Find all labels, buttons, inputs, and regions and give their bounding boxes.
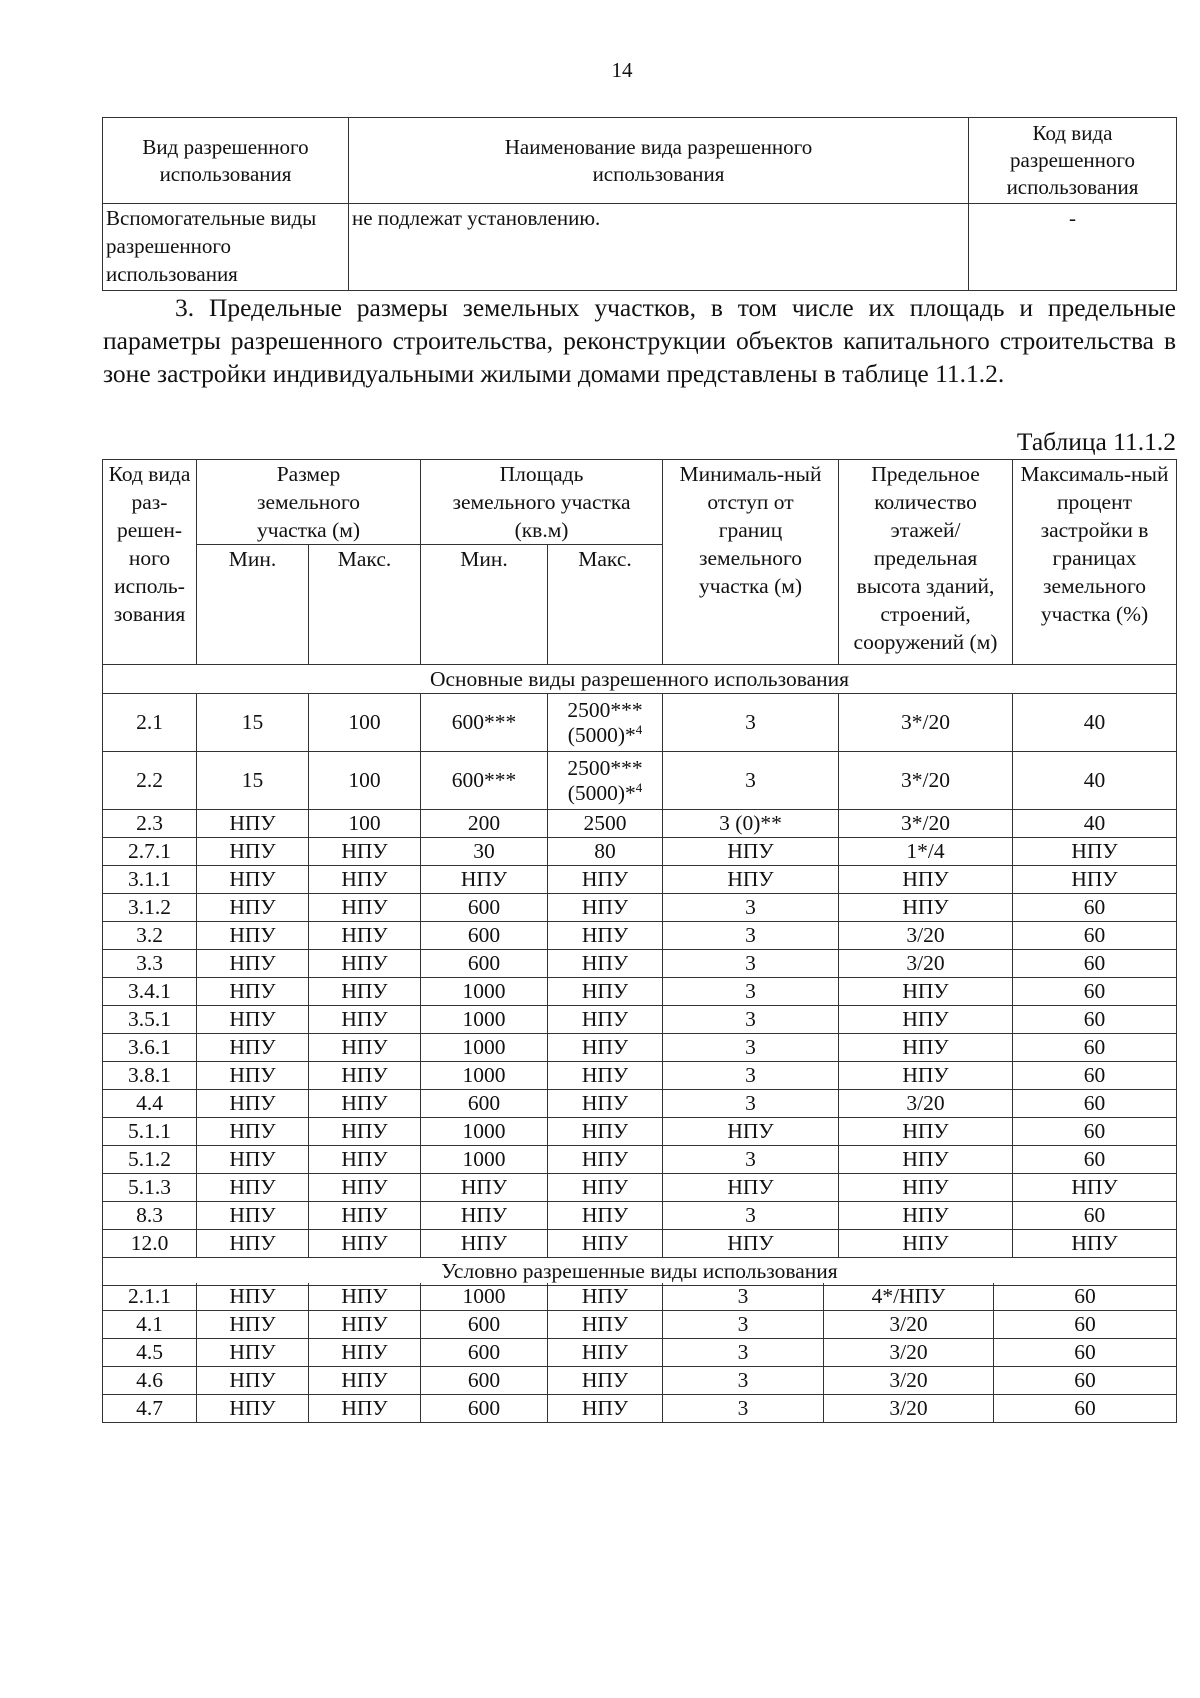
table-row [103,1062,1177,1090]
table-row [103,1006,1177,1034]
cell-size-max: НПУ [309,1283,421,1311]
cell-floors: 4*/НПУ [824,1283,994,1311]
table-row [103,1146,1177,1174]
cell-size-min: НПУ [197,1090,309,1118]
cell-area-max-value: (5000)* [567,722,636,747]
cell-size-max: НПУ [309,866,421,894]
cell-code: 12.0 [103,1230,197,1258]
cell-size-max: НПУ [309,922,421,950]
cell-floors: 3*/20 [839,752,1013,810]
cell-area-min: 1000 [421,1006,548,1034]
table2-header [103,460,1177,665]
header-area-max: Макс. [548,545,663,665]
table-row [103,866,1177,894]
cell-size-min: НПУ [197,1174,309,1202]
cell-floors: 3/20 [839,950,1013,978]
cell-floors: НПУ [839,1034,1013,1062]
header-coverage: Максималь-ный процент застройки в границах земельного участка (%) [1013,460,1177,665]
cell-setback: 3 [663,894,839,922]
cell-area-max-value: (5000)* [567,780,636,805]
cell-size-max: НПУ [309,894,421,922]
section-row-conditional [103,1258,1177,1286]
table-row [103,1395,1177,1423]
section-row-main [103,665,1177,694]
cell-setback: 3 [663,1395,824,1423]
cell-area-max: НПУ [548,1339,663,1367]
cell-code: 2.7.1 [103,838,197,866]
cell-size-min: НПУ [197,1062,309,1090]
cell-size-min: 15 [197,694,309,752]
cell-setback: НПУ [663,1118,839,1146]
table-row [103,922,1177,950]
header-code: Код вида раз-решен-ного исполь-зования [103,460,197,665]
cell-area-min: НПУ [421,1230,548,1258]
paragraph-3 [103,291,1176,390]
table-row [103,1311,1177,1339]
cell-area-min: НПУ [421,1174,548,1202]
cell-size-max: 100 [309,810,421,838]
cell-setback: 3 [663,1367,824,1395]
cell-size-max: НПУ [309,1034,421,1062]
paragraph-3-text: 3. Предельные размеры земельных участков, в том числе их площадь и предельные параметры разрешенного строительства, реконструкции объектов капитального строительства в зоне застройки индивидуальными жилыми домами представлены в таблице 11.1.2. [103,293,1176,388]
cell-area-max: НПУ [548,1174,663,1202]
table1-row-name: не подлежат установлению. [349,204,969,291]
cell-size-min: НПУ [197,1395,309,1423]
cell-code: 2.3 [103,810,197,838]
cell-area-min: 600 [421,1339,548,1367]
table-row [103,978,1177,1006]
cell-code: 3.5.1 [103,1006,197,1034]
table1-header-type: Вид разрешенного использования [103,118,349,204]
table-row [103,810,1177,838]
cell-area-max: НПУ [548,894,663,922]
cell-area-max: НПУ [548,1118,663,1146]
cell-area-max: 2500 [548,810,663,838]
cell-area-min: 600 [421,1395,548,1423]
cell-code: 4.7 [103,1395,197,1423]
cell-floors: 1*/4 [839,838,1013,866]
cell-size-max: НПУ [309,1006,421,1034]
cell-code: 4.5 [103,1339,197,1367]
cell-setback: НПУ [663,1230,839,1258]
table1-row-code: - [969,204,1177,291]
cell-size-max: НПУ [309,1230,421,1258]
table-caption: Таблица 11.1.2 [1016,427,1176,456]
cell-size-max: НПУ [309,1174,421,1202]
cell-setback: 3 [663,694,839,752]
cell-floors: НПУ [839,866,1013,894]
cell-coverage: 60 [1013,922,1177,950]
cell-floors: НПУ [839,1118,1013,1146]
cell-area-min: 600 [421,894,548,922]
header-plot-area: Площадь земельного участка (кв.м) [421,460,663,545]
table-row [103,894,1177,922]
cell-code: 3.3 [103,950,197,978]
table-row [103,1034,1177,1062]
cell-area-max: НПУ [548,1311,663,1339]
table1-header-code: Код вида разрешенного использования [969,118,1177,204]
cell-area-min: 30 [421,838,548,866]
cell-area-max: НПУ [548,1146,663,1174]
cell-coverage: НПУ [1013,1230,1177,1258]
cell-code: 2.1.1 [103,1283,197,1311]
cell-area-max: НПУ [548,1034,663,1062]
cell-coverage: 40 [1013,694,1177,752]
cell-size-min: НПУ [197,1311,309,1339]
parameters-table [102,459,1177,1286]
table2-conditional-rows [103,1283,1177,1423]
cell-area-min: 600*** [421,752,548,810]
cell-size-max: НПУ [309,1146,421,1174]
cell-area-max: НПУ [548,978,663,1006]
cell-size-max: НПУ [309,1062,421,1090]
cell-area-max: НПУ [548,1006,663,1034]
cell-coverage: 60 [994,1367,1177,1395]
cell-floors: 3/20 [839,1090,1013,1118]
cell-area-max [548,694,663,752]
cell-size-min: НПУ [197,1339,309,1367]
cell-size-min: НПУ [197,810,309,838]
cell-area-min: 1000 [421,1283,548,1311]
cell-code: 2.1 [103,694,197,752]
table-row [103,1118,1177,1146]
section-conditional-label: Условно разрешенные виды использования [103,1258,1177,1286]
cell-size-min: НПУ [197,978,309,1006]
cell-size-max: НПУ [309,1339,421,1367]
cell-setback: НПУ [663,838,839,866]
cell-size-max: НПУ [309,1202,421,1230]
cell-setback: 3 [663,1034,839,1062]
cell-area-max: НПУ [548,1230,663,1258]
cell-size-min: НПУ [197,838,309,866]
table-row [103,1202,1177,1230]
cell-setback: 3 (0)** [663,810,839,838]
cell-area-max: НПУ [548,1395,663,1423]
table1-header-row [103,118,1177,204]
cell-area-min: 200 [421,810,548,838]
table-row [103,1339,1177,1367]
table-row [103,752,1177,810]
cell-area-max: НПУ [548,1062,663,1090]
cell-floors: НПУ [839,1146,1013,1174]
cell-setback: 3 [663,978,839,1006]
section-main-label: Основные виды разрешенного использования [103,665,1177,694]
cell-code: 3.8.1 [103,1062,197,1090]
cell-coverage: 60 [1013,1090,1177,1118]
cell-coverage: 40 [1013,810,1177,838]
cell-size-max: НПУ [309,950,421,978]
cell-area-min: 600*** [421,694,548,752]
cell-coverage: НПУ [1013,1174,1177,1202]
cell-code: 3.1.1 [103,866,197,894]
cell-size-max: 100 [309,752,421,810]
cell-setback: 3 [663,1062,839,1090]
cell-area-max: НПУ [548,922,663,950]
cell-floors: НПУ [839,978,1013,1006]
cell-size-min: НПУ [197,894,309,922]
cell-setback: 3 [663,1006,839,1034]
cell-area-min: НПУ [421,1202,548,1230]
cell-size-max: НПУ [309,838,421,866]
table-row [103,1174,1177,1202]
table-row [103,950,1177,978]
cell-coverage: 60 [1013,950,1177,978]
cell-area-min: 600 [421,922,548,950]
cell-floors: 3*/20 [839,810,1013,838]
cell-area-min: 600 [421,1090,548,1118]
cell-area-max: НПУ [548,1367,663,1395]
cell-coverage: 60 [1013,1146,1177,1174]
cell-size-max: НПУ [309,1311,421,1339]
cell-area-max: НПУ [548,866,663,894]
cell-code: 4.6 [103,1367,197,1395]
cell-area-min: 1000 [421,978,548,1006]
cell-size-min: НПУ [197,1006,309,1034]
table-row [103,1283,1177,1311]
cell-coverage: 60 [1013,1006,1177,1034]
cell-size-min: НПУ [197,1367,309,1395]
cell-coverage: 60 [1013,894,1177,922]
cell-code: 2.2 [103,752,197,810]
cell-coverage: 60 [1013,1118,1177,1146]
cell-code: 8.3 [103,1202,197,1230]
cell-setback: НПУ [663,1174,839,1202]
cell-area-max: НПУ [548,1202,663,1230]
conditional-table [102,1283,1177,1423]
cell-code: 5.1.3 [103,1174,197,1202]
cell-area-max: 80 [548,838,663,866]
cell-coverage: 60 [1013,1202,1177,1230]
footnote-marker: 4 [635,721,643,737]
cell-area-max-line1: 2500*** [567,697,643,722]
cell-floors: 3*/20 [839,694,1013,752]
cell-floors: 3/20 [824,1367,994,1395]
cell-area-min: 600 [421,950,548,978]
cell-size-min: НПУ [197,1283,309,1311]
cell-floors: 3/20 [839,922,1013,950]
cell-area-min: 1000 [421,1118,548,1146]
cell-size-min: НПУ [197,922,309,950]
cell-setback: НПУ [663,866,839,894]
cell-code: 3.1.2 [103,894,197,922]
cell-setback: 3 [663,1339,824,1367]
cell-coverage: 60 [1013,978,1177,1006]
cell-floors: НПУ [839,1202,1013,1230]
cell-code: 4.1 [103,1311,197,1339]
cell-area-min: 600 [421,1311,548,1339]
cell-size-min: НПУ [197,1118,309,1146]
cell-coverage: НПУ [1013,838,1177,866]
cell-code: 3.2 [103,922,197,950]
cell-setback: 3 [663,1090,839,1118]
cell-coverage: 60 [994,1311,1177,1339]
table-row [103,838,1177,866]
table-row [103,1367,1177,1395]
cell-coverage: 60 [994,1339,1177,1367]
cell-size-min: НПУ [197,1146,309,1174]
cell-coverage: НПУ [1013,866,1177,894]
cell-size-max: НПУ [309,1367,421,1395]
cell-size-min: 15 [197,752,309,810]
cell-floors: 3/20 [824,1311,994,1339]
cell-size-max: НПУ [309,1118,421,1146]
header-setback: Минималь-ный отступ от границ земельного участка (м) [663,460,839,665]
cell-area-max: НПУ [548,1283,663,1311]
cell-setback: 3 [663,950,839,978]
cell-setback: 3 [663,1202,839,1230]
cell-code: 5.1.1 [103,1118,197,1146]
cell-coverage: 60 [994,1395,1177,1423]
cell-size-min: НПУ [197,1202,309,1230]
header-plot-size: Размер земельного участка (м) [197,460,421,545]
table1-row-type: Вспомогательные виды разрешенного использования [103,204,349,291]
cell-area-min: 600 [421,1367,548,1395]
cell-area-max: НПУ [548,950,663,978]
cell-floors: 3/20 [824,1395,994,1423]
cell-code: 3.6.1 [103,1034,197,1062]
cell-area-min: 1000 [421,1034,548,1062]
header-area-min: Мин. [421,545,548,665]
cell-size-max: НПУ [309,978,421,1006]
table1-header-name: Наименование вида разрешенного использования [349,118,969,204]
cell-code: 5.1.2 [103,1146,197,1174]
footnote-marker: 4 [635,779,643,795]
cell-size-min: НПУ [197,866,309,894]
cell-size-max: НПУ [309,1090,421,1118]
cell-area-max-line2 [548,723,662,748]
cell-area-max-line2 [548,781,662,806]
cell-setback: 3 [663,1311,824,1339]
cell-coverage: 60 [1013,1062,1177,1090]
cell-size-min: НПУ [197,1034,309,1062]
cell-floors: 3/20 [824,1339,994,1367]
cell-area-min: 1000 [421,1062,548,1090]
cell-setback: 3 [663,1146,839,1174]
table1-row [103,204,1177,291]
cell-floors: НПУ [839,894,1013,922]
permitted-use-table [102,117,1177,291]
cell-size-min: НПУ [197,950,309,978]
table-row [103,1090,1177,1118]
cell-floors: НПУ [839,1006,1013,1034]
cell-size-min: НПУ [197,1230,309,1258]
header-size-max: Макс. [309,545,421,665]
header-floors: Предельное количество этажей/ предельная высота зданий, строений, сооружений (м) [839,460,1013,665]
cell-floors: НПУ [839,1174,1013,1202]
cell-coverage: 40 [1013,752,1177,810]
cell-area-min: НПУ [421,866,548,894]
cell-area-max-line1: 2500*** [567,755,643,780]
table2-rows [103,810,1177,1258]
table-row [103,694,1177,752]
cell-code: 4.4 [103,1090,197,1118]
cell-size-max: НПУ [309,1395,421,1423]
cell-area-max: НПУ [548,1090,663,1118]
cell-setback: 3 [663,1283,824,1311]
cell-coverage: 60 [994,1283,1177,1311]
cell-setback: 3 [663,922,839,950]
cell-floors: НПУ [839,1062,1013,1090]
table2-big-rows [103,694,1177,810]
cell-size-max: 100 [309,694,421,752]
cell-code: 3.4.1 [103,978,197,1006]
cell-area-max [548,752,663,810]
table-row [103,1230,1177,1258]
cell-setback: 3 [663,752,839,810]
header-size-min: Мин. [197,545,309,665]
cell-coverage: 60 [1013,1034,1177,1062]
page-number: 14 [611,58,633,82]
cell-area-min: 1000 [421,1146,548,1174]
cell-floors: НПУ [839,1230,1013,1258]
